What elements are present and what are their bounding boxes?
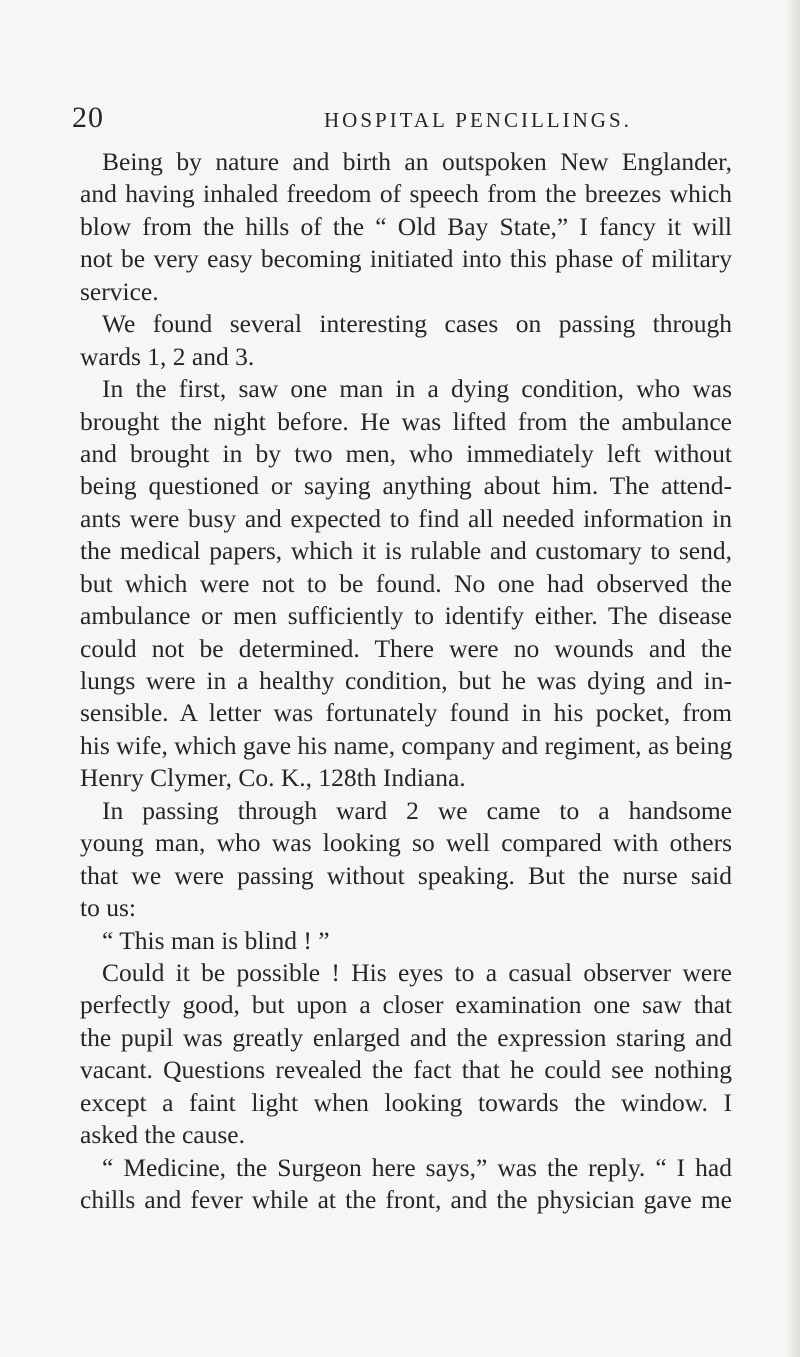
text-line: ants were busy and expected to find all needed information in bbox=[80, 503, 732, 533]
text-line: “ Medicine, the Surgeon here says,” was the reply. “ I had bbox=[102, 1152, 732, 1182]
text-line: and brought in by two men, who immediately left without bbox=[80, 438, 732, 468]
text-line: but which were not to be found. No one had observed the bbox=[80, 568, 732, 598]
text-line: not be very easy becoming initiated into this phase of military bbox=[80, 244, 732, 274]
text-line: his wife, which gave his name, company and regiment, as being bbox=[80, 730, 732, 760]
text-line: the pupil was greatly enlarged and the expression staring and bbox=[80, 1022, 732, 1052]
text-line: “ This man is blind ! ” bbox=[102, 925, 330, 955]
text-line: Could it be possible ! His eyes to a casual observer were bbox=[102, 957, 732, 987]
text-line: asked the cause. bbox=[80, 1120, 245, 1150]
text-line: brought the night before. He was lifted from the ambulance bbox=[80, 406, 732, 436]
text-line: being questioned or saying anything about him. The attend- bbox=[80, 471, 732, 501]
text-line: lungs were in a healthy condition, but he was dying and in- bbox=[80, 666, 732, 695]
text-line: chills and fever while at the front, and the physician gave me bbox=[80, 1185, 732, 1214]
page-edge-shadow bbox=[786, 0, 800, 1357]
text-line: service. bbox=[80, 276, 159, 306]
page-number: 20 bbox=[72, 101, 104, 134]
text-line: blow from the hills of the “ Old Bay State,” I fancy it will bbox=[80, 211, 732, 241]
text-line: to us: bbox=[80, 893, 136, 923]
text-line: the medical papers, which it is rulable and customary to send, bbox=[80, 536, 732, 566]
text-line: In passing through ward 2 we came to a handsome bbox=[102, 795, 732, 825]
text-line: ambulance or men sufficiently to identify either. The disease bbox=[80, 601, 732, 631]
text-line: could not be determined. There were no wounds and the bbox=[80, 633, 732, 663]
running-head bbox=[72, 98, 732, 138]
text-line: and having inhaled freedom of speech from the breezes which bbox=[80, 179, 732, 209]
text-line: wards 1, 2 and 3. bbox=[80, 341, 255, 371]
text-line: young man, who was looking so well compared with others bbox=[80, 828, 732, 858]
text-line: We found several interesting cases on passing through bbox=[102, 309, 732, 339]
text-line: perfectly good, but upon a closer examination one saw that bbox=[80, 990, 732, 1020]
running-title: HOSPITAL PENCILLINGS. bbox=[324, 108, 632, 132]
body-text bbox=[80, 146, 732, 1216]
text-line: Being by nature and birth an outspoken New Englander, bbox=[102, 147, 732, 176]
text-line: that we were passing without speaking. But the nurse said bbox=[80, 860, 732, 890]
text-line: vacant. Questions revealed the fact that he could see nothing bbox=[80, 1055, 732, 1085]
text-line: In the first, saw one man in a dying condition, who was bbox=[102, 374, 732, 404]
text-line: Henry Clymer, Co. K., 128th Indiana. bbox=[80, 763, 466, 793]
text-line: sensible. A letter was fortunately found in his pocket, from bbox=[80, 698, 732, 728]
text-line: except a faint light when looking towards the window. I bbox=[80, 1087, 732, 1117]
